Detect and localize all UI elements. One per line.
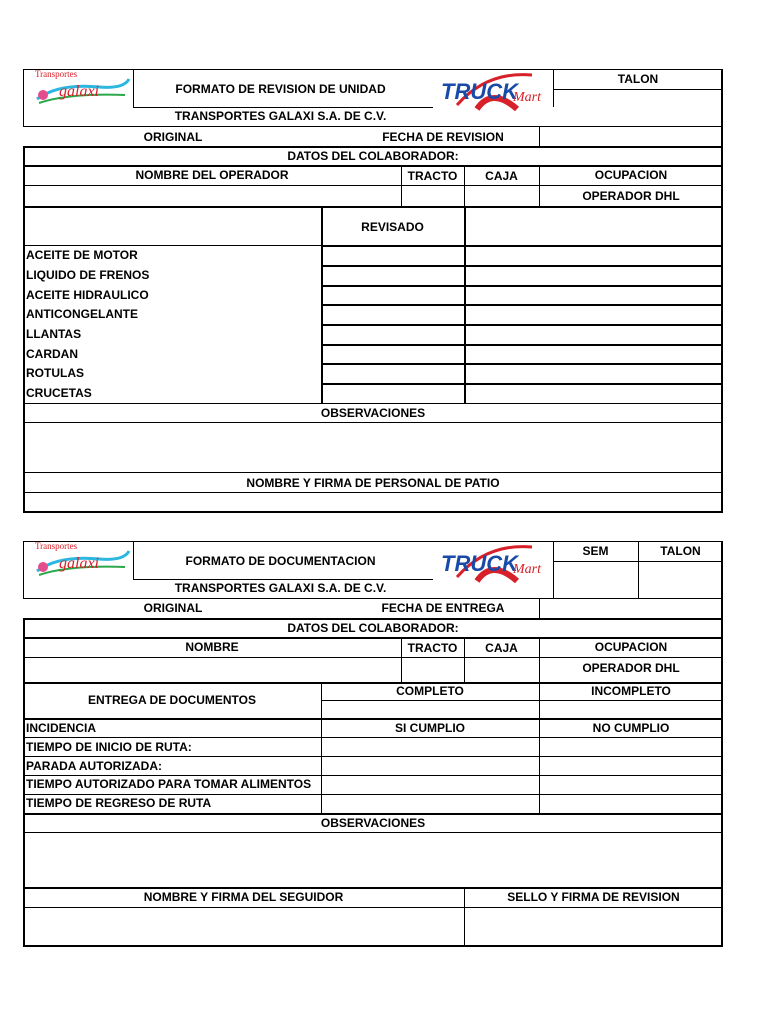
grid-line [23, 907, 723, 908]
grid-line [721, 541, 723, 947]
grid-line [553, 69, 554, 107]
svg-text:Mart: Mart [513, 562, 541, 577]
ocupacion-label: OCUPACION [594, 640, 668, 654]
grid-line [539, 682, 540, 813]
grid-line [464, 887, 465, 947]
ocupacion-value: OPERADOR DHL [582, 661, 680, 675]
documentation-form [23, 541, 723, 947]
grid-line [23, 832, 723, 833]
grid-line [23, 146, 723, 148]
grid-line [23, 775, 723, 776]
original-label: ORIGINAL [143, 130, 203, 144]
grid-line [23, 718, 723, 720]
nombre-operador-label: NOMBRE DEL OPERADOR [135, 168, 289, 182]
grid-line [23, 682, 723, 684]
grid-line [464, 637, 465, 682]
check-item: LIQUIDO DE FRENOS [26, 268, 150, 282]
incidencia-label: INCIDENCIA [26, 721, 97, 735]
svg-text:TRUCK: TRUCK [441, 79, 518, 104]
galaxi-logo [29, 541, 139, 581]
grid-line [23, 887, 723, 889]
grid-line [23, 598, 723, 599]
datos-colaborador-label: DATOS DEL COLABORADOR: [287, 621, 459, 635]
vehicle-inspection-form [23, 69, 723, 513]
caja-label: CAJA [485, 169, 518, 183]
grid-line [321, 383, 723, 385]
grid-line [321, 285, 723, 287]
fecha-revision-label: FECHA DE REVISION [382, 130, 504, 144]
grid-line [539, 126, 540, 146]
grid-line [23, 245, 321, 246]
grid-line [23, 511, 723, 513]
check-item: CARDAN [26, 347, 78, 361]
svg-text:galaxi: galaxi [59, 83, 99, 100]
svg-text:Transportes: Transportes [35, 541, 78, 551]
tracto-label: TRACTO [407, 169, 458, 183]
fecha-entrega-label: FECHA DE ENTREGA [381, 601, 505, 615]
grid-line [321, 265, 723, 267]
svg-text:TRUCK: TRUCK [441, 551, 518, 576]
route-item: TIEMPO DE INICIO DE RUTA: [26, 740, 192, 754]
grid-line [23, 472, 723, 473]
original-label: ORIGINAL [143, 601, 203, 615]
grid-line [539, 637, 540, 682]
grid-line [321, 324, 723, 326]
form-title: FORMATO DE REVISION DE UNIDAD [175, 82, 386, 96]
grid-line [23, 618, 25, 947]
revisado-label: REVISADO [361, 220, 424, 234]
firma-patio-label: NOMBRE Y FIRMA DE PERSONAL DE PATIO [246, 476, 500, 490]
check-item: ROTULAS [26, 366, 84, 380]
grid-line [401, 165, 402, 206]
grid-line [23, 945, 723, 947]
grid-line [23, 618, 723, 620]
company-name: TRANSPORTES GALAXI S.A. DE C.V. [174, 581, 387, 595]
grid-line [23, 756, 723, 757]
check-item: ACEITE DE MOTOR [26, 248, 138, 262]
grid-line [401, 637, 402, 682]
entrega-documentos-label: ENTREGA DE DOCUMENTOS [87, 693, 256, 707]
talon-label: TALON [617, 72, 659, 86]
grid-line [133, 107, 433, 108]
grid-line [321, 682, 322, 813]
si-cumplio-label: SI CUMPLIO [394, 721, 465, 735]
grid-line [539, 598, 540, 618]
completo-label: COMPLETO [396, 684, 464, 698]
datos-colaborador-label: DATOS DEL COLABORADOR: [287, 149, 459, 163]
grid-line [553, 89, 723, 90]
check-item: CRUCETAS [26, 386, 92, 400]
grid-line [721, 69, 723, 513]
grid-line [23, 69, 24, 126]
ocupacion-label: OCUPACION [594, 168, 668, 182]
grid-line [553, 541, 554, 598]
grid-line [23, 146, 25, 513]
grid-line [539, 165, 540, 206]
grid-line [23, 492, 723, 493]
grid-line [23, 165, 723, 167]
truck-mart-logo [437, 541, 555, 585]
route-item: TIEMPO DE REGRESO DE RUTA [26, 796, 212, 810]
sem-label: SEM [582, 544, 609, 558]
grid-line [133, 579, 433, 580]
grid-line [23, 185, 723, 186]
observaciones-label: OBSERVACIONES [320, 406, 426, 420]
grid-line [321, 700, 723, 701]
grid-line [23, 206, 723, 208]
grid-line [23, 541, 723, 542]
grid-line [464, 165, 465, 206]
grid-line [321, 344, 723, 346]
grid-line [133, 541, 134, 579]
form-title: FORMATO DE DOCUMENTACION [185, 554, 376, 568]
route-item: TIEMPO AUTORIZADO PARA TOMAR ALIMENTOS [26, 777, 312, 791]
grid-line [23, 422, 723, 423]
svg-text:galaxi: galaxi [59, 555, 99, 572]
ocupacion-value: OPERADOR DHL [582, 189, 680, 203]
grid-line [133, 69, 134, 107]
grid-line [23, 637, 723, 639]
firma-seguidor-label: NOMBRE Y FIRMA DEL SEGUIDOR [143, 890, 344, 904]
grid-line [321, 363, 723, 365]
company-name: TRANSPORTES GALAXI S.A. DE C.V. [174, 109, 387, 123]
check-item: LLANTAS [26, 327, 82, 341]
caja-label: CAJA [485, 641, 518, 655]
incompleto-label: INCOMPLETO [591, 684, 671, 698]
grid-line [23, 403, 723, 404]
svg-text:Transportes: Transportes [35, 69, 78, 79]
check-item: ACEITE HIDRAULICO [26, 288, 149, 302]
grid-line [23, 794, 723, 795]
check-item: ANTICONGELANTE [26, 307, 138, 321]
talon-label: TALON [660, 544, 701, 558]
grid-line [23, 541, 24, 598]
route-item: PARADA AUTORIZADA: [26, 759, 162, 773]
grid-line [23, 737, 723, 738]
grid-line [321, 304, 723, 306]
truck-mart-logo [437, 69, 555, 113]
galaxi-logo [29, 69, 139, 109]
grid-line [23, 657, 723, 658]
svg-text:Mart: Mart [513, 90, 541, 105]
grid-line [638, 541, 639, 598]
sello-revision-label: SELLO Y FIRMA DE REVISION [507, 890, 680, 904]
tracto-label: TRACTO [407, 641, 458, 655]
grid-line [321, 245, 723, 247]
nombre-label: NOMBRE [185, 640, 239, 654]
no-cumplio-label: NO CUMPLIO [592, 721, 670, 735]
grid-line [321, 206, 323, 403]
grid-line [23, 813, 723, 815]
observaciones-label: OBSERVACIONES [320, 816, 426, 830]
grid-line [23, 126, 723, 127]
grid-line [464, 206, 466, 403]
grid-line [23, 69, 723, 70]
